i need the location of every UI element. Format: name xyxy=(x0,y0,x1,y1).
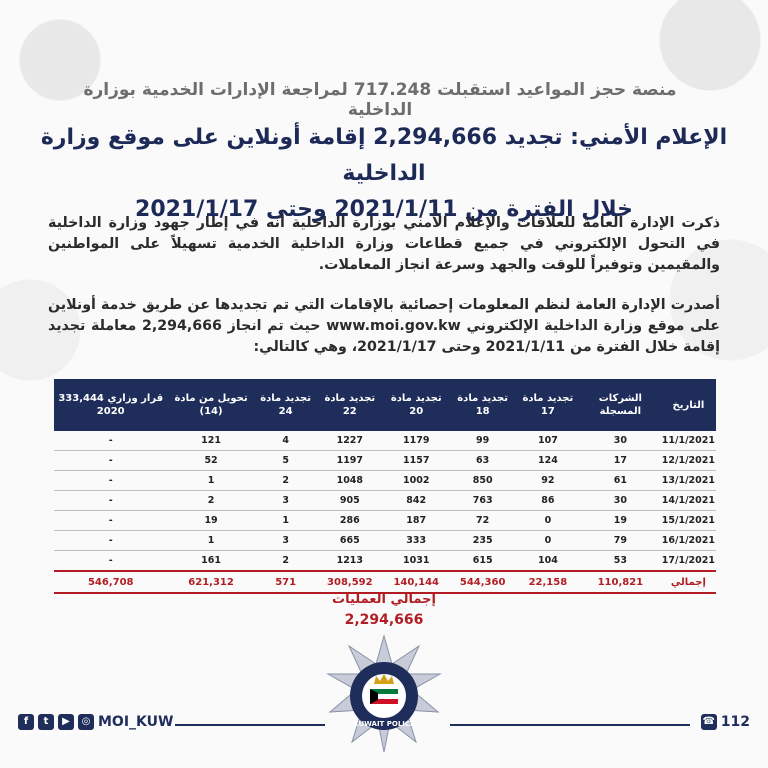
table-cell: 1 xyxy=(167,531,254,551)
table-cell: 86 xyxy=(516,491,580,511)
table-cell: 1 xyxy=(167,471,254,491)
row-date-cell: 14/1/2021 xyxy=(661,491,716,511)
row-date-cell: 16/1/2021 xyxy=(661,531,716,551)
table-header-row xyxy=(54,379,716,431)
statistics-table xyxy=(54,379,716,594)
table-row xyxy=(54,531,716,551)
table-cell: 5 xyxy=(255,451,317,471)
col-header-date: التاريخ xyxy=(661,379,716,431)
col-header-art20: تجديد مادة 20 xyxy=(383,379,449,431)
youtube-icon[interactable]: ▶ xyxy=(58,714,74,730)
table-body xyxy=(54,431,716,571)
table-cell: 1 xyxy=(255,511,317,531)
table-totals-row xyxy=(54,571,716,593)
table-cell: 107 xyxy=(516,431,580,451)
paragraph-2: أصدرت الإدارة العامة لنظم المعلومات إحصائية بالإقامات التي تم تجديدها عن طريق خدمة أونلاين على موقع وزارة الداخلية الإلكتروني www.moi.gov.kw حيث تم انجاز 2,294,666 معاملة تجديد إقامة خلال الفترة من 2021/1/11 وحتى 2021/1/17، وهي كالتالي: xyxy=(48,297,721,355)
col-header-decree: قرار وزاري 333,444 2020 xyxy=(54,379,167,431)
phone-icon: ☎ xyxy=(701,714,717,730)
table-cell: 72 xyxy=(449,511,515,531)
table-cell: 235 xyxy=(449,531,515,551)
table-cell: 53 xyxy=(613,555,627,566)
total-cell: إجمالي xyxy=(661,571,716,593)
hotline-number[interactable]: 112 xyxy=(720,714,750,730)
table-row xyxy=(54,491,716,511)
table-cell: 0 xyxy=(516,511,580,531)
total-cell: 571 xyxy=(255,571,317,593)
total-operations-label: إجمالي العمليات xyxy=(332,592,436,607)
headline-line-2: خلال الفترة من 2021/1/11 وحتى 2021/1/17 xyxy=(135,197,633,222)
table-cell: 2 xyxy=(255,471,317,491)
table-row xyxy=(54,551,716,572)
hotline xyxy=(701,714,750,730)
footer-divider-left xyxy=(175,724,325,726)
table-cell: 333 xyxy=(383,531,449,551)
table-cell: - xyxy=(54,531,167,551)
table-cell: - xyxy=(54,491,167,511)
table-cell: 0 xyxy=(516,531,580,551)
facebook-icon[interactable]: f xyxy=(18,714,34,730)
row-date-cell: 12/1/2021 xyxy=(661,451,716,471)
instagram-icon[interactable]: ◎ xyxy=(78,714,94,730)
table-cell: 3 xyxy=(255,491,317,511)
table-cell: 665 xyxy=(317,531,383,551)
table-cell: - xyxy=(54,431,167,451)
table-cell: - xyxy=(108,555,113,566)
table-row xyxy=(54,511,716,531)
col-header-art18: تجديد مادة 18 xyxy=(449,379,515,431)
table-cell: 1213 xyxy=(336,555,364,566)
subheadline: منصة حجز المواعيد استقبلت 717.248 لمراجعة الإدارات الخدمية بوزارة الداخلية xyxy=(83,80,677,120)
row-date-cell: 17/1/2021 xyxy=(661,555,715,566)
total-operations-value: 2,294,666 xyxy=(344,612,424,628)
row-date-cell: 15/1/2021 xyxy=(661,511,716,531)
paragraph-1: ذكرت الإدارة العامة للعلاقات والإعلام الأمني بوزارة الداخلية أنه في إطار جهود وزارة الداخلية في التحول الإلكتروني في جميع قطاعات وزارة الداخلية الخدمية تسهيلاً على المواطنين والمقيمين وتوفيراً للوقت والجهد وسرعة انجاز المعاملات. xyxy=(48,215,720,273)
table-cell: 19 xyxy=(167,511,254,531)
table-cell: 92 xyxy=(516,471,580,491)
col-header-companies: الشركات المسجلة xyxy=(580,379,661,431)
table-cell: 286 xyxy=(317,511,383,531)
table-cell: 850 xyxy=(449,471,515,491)
total-cell: 546,708 xyxy=(54,571,167,593)
emblem-text: KUWAIT POLICE xyxy=(353,720,415,728)
table-row xyxy=(54,451,716,471)
table-cell: 104 xyxy=(537,555,558,566)
row-date-cell: 11/1/2021 xyxy=(661,431,716,451)
table-cell: - xyxy=(54,451,167,471)
table-cell: 30 xyxy=(580,491,661,511)
table-cell: - xyxy=(54,471,167,491)
table-cell: 63 xyxy=(449,451,515,471)
statistics-table-container xyxy=(54,379,716,594)
col-header-art22: تجديد مادة 22 xyxy=(317,379,383,431)
headline-line-1: الإعلام الأمني: تجديد 2,294,666 إقامة أونلاين على موقع وزارة الداخلية xyxy=(40,125,728,186)
table-cell: 1002 xyxy=(383,471,449,491)
total-cell: 110,821 xyxy=(580,571,661,593)
table-cell: 1197 xyxy=(317,451,383,471)
total-cell: 621,312 xyxy=(167,571,254,593)
table-cell: 905 xyxy=(317,491,383,511)
table-cell: 61 xyxy=(580,471,661,491)
twitter-icon[interactable]: t xyxy=(38,714,54,730)
table-cell: 99 xyxy=(449,431,515,451)
table-cell: 17 xyxy=(580,451,661,471)
table-cell: 121 xyxy=(167,431,254,451)
row-date-cell: 13/1/2021 xyxy=(661,471,716,491)
table-cell: 3 xyxy=(255,531,317,551)
table-cell: - xyxy=(54,511,167,531)
total-cell: 140,144 xyxy=(383,571,449,593)
col-header-art24: تجديد مادة 24 xyxy=(255,379,317,431)
table-cell: 1179 xyxy=(383,431,449,451)
table-cell: 79 xyxy=(580,531,661,551)
footer xyxy=(0,712,768,738)
table-cell: 19 xyxy=(580,511,661,531)
table-row xyxy=(54,431,716,451)
table-cell: 161 xyxy=(201,555,221,566)
table-cell: 1157 xyxy=(383,451,449,471)
table-cell: 1048 xyxy=(317,471,383,491)
table-cell: 2 xyxy=(282,555,289,566)
table-cell: 187 xyxy=(383,511,449,531)
table-cell: 615 xyxy=(472,555,493,566)
table-cell: 763 xyxy=(449,491,515,511)
total-cell: 22,158 xyxy=(516,571,580,593)
table-cell: 30 xyxy=(580,431,661,451)
headline xyxy=(40,120,728,228)
kuwait-flag-icon xyxy=(370,689,398,704)
table-row xyxy=(54,471,716,491)
footer-divider-right xyxy=(450,724,690,726)
table-cell: 842 xyxy=(383,491,449,511)
social-handle[interactable]: MOI_KUW xyxy=(98,714,174,730)
table-cell: 4 xyxy=(255,431,317,451)
col-header-transfer14: تحويل من مادة (14) xyxy=(167,379,254,431)
table-cell: 1031 xyxy=(403,555,430,566)
table-cell: 1227 xyxy=(317,431,383,451)
table-cell: 52 xyxy=(167,451,254,471)
table-cell: 124 xyxy=(516,451,580,471)
total-cell: 308,592 xyxy=(317,571,383,593)
social-links xyxy=(18,714,173,730)
col-header-art17: تجديد مادة 17 xyxy=(516,379,580,431)
total-cell: 544,360 xyxy=(449,571,515,593)
table-cell: 2 xyxy=(167,491,254,511)
